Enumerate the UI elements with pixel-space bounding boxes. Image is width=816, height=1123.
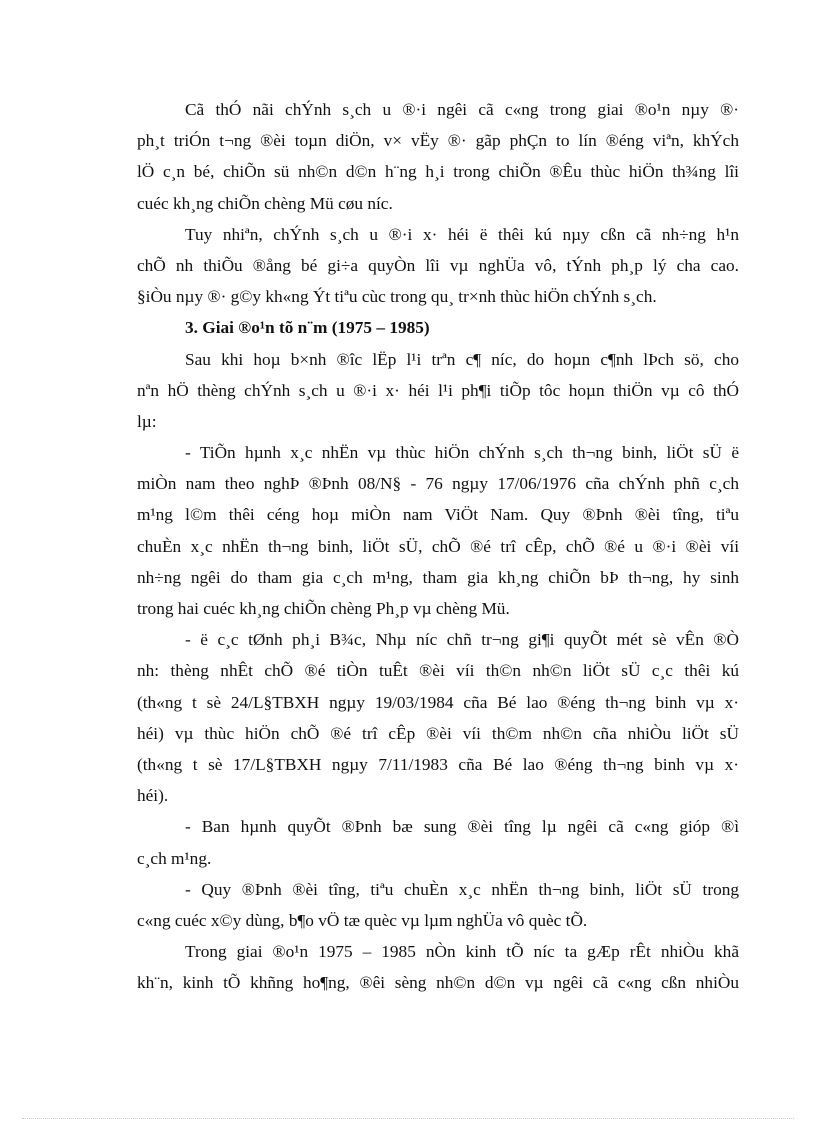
paragraph-line: - Quy ®Þnh ®èi tîng, tiªu chuÈn x¸c nhËn th¬ng binh, liÖt sÜ trong: [185, 879, 739, 899]
paragraph-line: Trong giai ®o¹n 1975 – 1985 nÒn kinh tÕ níc ta gÆp rÊt nhiÒu khã: [185, 942, 739, 962]
paragraph-line: c¸ch m¹ng.: [137, 848, 212, 868]
paragraph-line: Sau khi hoµ b×nh ®îc lËp l¹i trªn c¶ níc, do hoµn c¶nh lÞch sö, cho: [185, 349, 739, 369]
paragraph-line: Cã thÓ nãi chÝnh s¸ch u ®·i ngêi cã c«ng trong giai ®o¹n nµy ®·: [185, 100, 739, 119]
paragraph-line: lÖ c¸n bé, chiÕn sü nh©n d©n h¨ng h¸i trong chiÕn ®Êu thùc hiÖn th¾ng lîi: [137, 162, 739, 182]
paragraph-line: §iÒu nµy ®· g©y kh«ng Ýt tiªu cùc trong qu¸ tr×nh thùc hiÖn chÝnh s¸ch.: [137, 287, 657, 307]
paragraph-line: cuéc kh¸ng chiÕn chèng Mü cøu níc.: [137, 193, 393, 213]
page-bottom-divider: [22, 1118, 794, 1119]
paragraph-line: - Ban hµnh quyÕt ®Þnh bæ sung ®èi tîng lµ ngêi cã c«ng gióp ®ì: [185, 817, 739, 837]
paragraph-line: chÕ nh thiÕu ®ång bé gi÷a quyÒn lîi vµ nghÜa vô, tÝnh ph¸p lý cha cao.: [137, 255, 739, 275]
section-heading: 3. Giai ®o¹n tõ n¨m (1975 – 1985): [185, 318, 430, 338]
paragraph-line: miÒn nam theo nghÞ ®Þnh 08/N§ - 76 ngµy 17/06/1976 cña chÝnh phñ c¸ch: [137, 474, 739, 494]
paragraph-line: - ë c¸c tØnh ph¸i B¾c, Nhµ níc chñ tr¬ng gi¶i quyÕt mét sè vÊn ®Ò: [185, 630, 739, 650]
paragraph-line: nh÷ng ngêi do tham gia c¸ch m¹ng, tham gia kh¸ng chiÕn bÞ th¬ng, hy sinh: [137, 567, 739, 587]
paragraph-line: (th«ng t sè 24/L§TBXH ngµy 19/03/1984 cña Bé lao ®éng th¬ng binh vµ x·: [137, 692, 739, 712]
paragraph-line: - TiÕn hµnh x¸c nhËn vµ thùc hiÖn chÝnh s¸ch th¬ng binh, liÖt sÜ ë: [185, 443, 739, 463]
paragraph-line: Tuy nhiªn, chÝnh s¸ch u ®·i x· héi ë thêi kú nµy cßn cã nh÷ng h¹n: [185, 224, 739, 244]
document-body: [137, 94, 739, 998]
paragraph-line: trong hai cuéc kh¸ng chiÕn chèng Ph¸p vµ chèng Mü.: [137, 599, 510, 618]
paragraph-line: ph¸t triÓn t¬ng ®èi toµn diÖn, v× vËy ®· gãp phÇn to lín ®éng viªn, khÝch: [137, 131, 739, 151]
paragraph-line: héi) vµ thùc hiÖn chÕ ®é trî cÊp ®èi víi th©m nh©n cña nhiÒu liÖt sÜ: [137, 723, 739, 743]
paragraph-line: héi).: [137, 786, 169, 806]
paragraph-line: kh¨n, kinh tÕ khñng ho¶ng, ®êi sèng nh©n d©n vµ ngêi cã c«ng cßn nhiÒu: [137, 973, 739, 993]
paragraph-line: nh: thèng nhÊt chÕ ®é tiÒn tuÊt ®èi víi th©n nh©n liÖt sÜ c¸c thêi kú: [137, 661, 739, 681]
paragraph-line: nªn hÖ thèng chÝnh s¸ch u ®·i x· héi l¹i ph¶i tiÕp tôc hoµn thiÖn vµ cô thÓ: [137, 380, 739, 400]
paragraph-line: m¹ng l©m thêi céng hoµ miÒn nam ViÖt Nam. Quy ®Þnh ®èi tîng, tiªu: [137, 505, 739, 525]
paragraph-line: (th«ng t sè 17/L§TBXH ngµy 7/11/1983 cña Bé lao ®éng th¬ng binh vµ x·: [137, 754, 739, 774]
paragraph-line: chuÈn x¸c nhËn th¬ng binh, liÖt sÜ, chÕ ®é trî cÊp, chÕ ®é u ®·i ®èi víi: [137, 536, 739, 556]
paragraph-line: c«ng cuéc x©y dùng, b¶o vÖ tæ quèc vµ lµm nghÜa vô quèc tÕ.: [137, 910, 588, 930]
paragraph-line: lµ:: [137, 411, 157, 431]
